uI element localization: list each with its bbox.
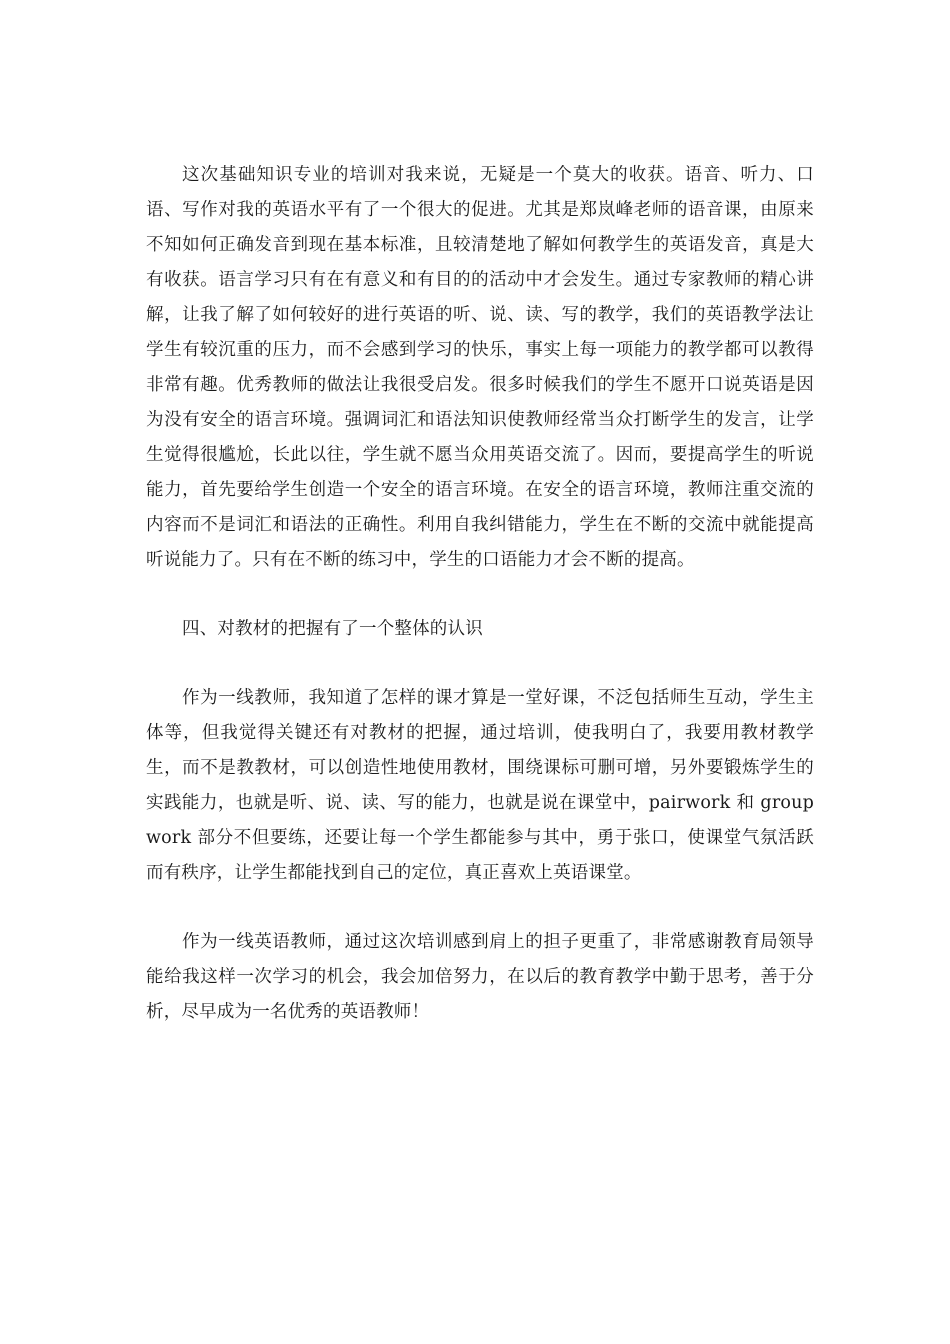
paragraph-training-gains: 这次基础知识专业的培训对我来说，无疑是一个莫大的收获。语音、听力、口语、写作对我的英语水平有了一个很大的促进。尤其是郑岚峰老师的语音课，由原来不知如何正确发音到现在基本标准，且较清楚地了解如何教学生的英语发音，真是大有收获。语言学习只有在有意义和有目的的活动中才会发生。通过专家教师的精心讲解，让我了解了如何较好的进行英语的听、说、读、写的教学，我们的英语教学法让学生有较沉重的压力，而不会感到学习的快乐，事实上每一项能力的教学都可以教得非常有趣。优秀教师的做法让我很受启发。很多时候我们的学生不愿开口说英语是因为没有安全的语言环境。强调词汇和语法知识使教师经常当众打断学生的发言，让学生觉得很尴尬，长此以往，学生就不愿当众用英语交流了。因而，要提高学生的听说能力，首先要给学生创造一个安全的语言环境。在安全的语言环境，教师注重交流的内容而不是词汇和语法的正确性。利用自我纠错能力，学生在不断的交流中就能提高听说能力了。只有在不断的练习中，学生的口语能力才会不断的提高。 xyxy=(146,165,814,570)
section-heading-textbook: 四、对教材的把握有了一个整体的认识 xyxy=(182,619,483,639)
paragraph-conclusion: 作为一线英语教师，通过这次培训感到肩上的担子更重了，非常感谢教育局领导能给我这样一次学习的机会，我会加倍努力，在以后的教育教学中勤于思考，善于分析，尽早成为一名优秀的英语教师！ xyxy=(146,932,814,1022)
paragraph-textbook-mastery: 作为一线教师，我知道了怎样的课才算是一堂好课，不泛包括师生互动，学生主体等，但我觉得关键还有对教材的把握，通过培训，使我明白了，我要用教材教学生，而不是教教材，可以创造性地使用教材，围绕课标可删可增，另外要锻炼学生的实践能力，也就是听、说、读、写的能力，也就是说在课堂中，pairwork 和 groupwork 部分不但要练，还要让每一个学生都能参与其中，勇于张口，使课堂气氛活跃而有秩序，让学生都能找到自己的定位，真正喜欢上英语课堂。 xyxy=(146,688,814,883)
document-body xyxy=(146,158,814,1030)
